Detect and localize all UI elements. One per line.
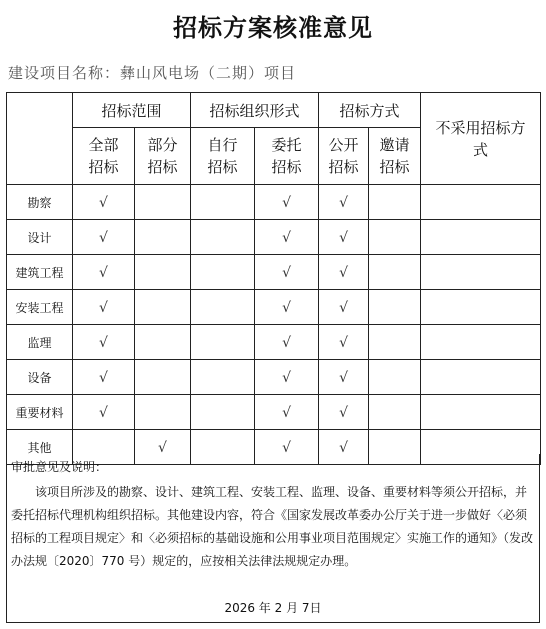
check-cell xyxy=(421,255,541,290)
check-cell xyxy=(255,395,319,430)
check-icon: √ xyxy=(339,370,348,386)
check-icon: √ xyxy=(339,195,348,211)
check-cell xyxy=(73,185,135,220)
check-cell xyxy=(135,185,191,220)
check-cell xyxy=(255,290,319,325)
check-icon: √ xyxy=(339,405,348,421)
check-icon: √ xyxy=(282,195,291,211)
check-icon: √ xyxy=(99,335,108,351)
check-cell xyxy=(191,395,255,430)
check-cell xyxy=(73,220,135,255)
row-label: 重要材料 xyxy=(7,395,73,430)
check-icon: √ xyxy=(99,265,108,281)
header-scope: 招标范围 xyxy=(73,93,191,128)
check-icon: √ xyxy=(99,405,108,421)
row-label: 设计 xyxy=(7,220,73,255)
check-cell xyxy=(421,360,541,395)
table-row xyxy=(7,325,541,360)
project-name: 建设项目名称：彝山风电场（二期）项目 xyxy=(8,64,297,82)
check-cell xyxy=(191,255,255,290)
check-cell xyxy=(319,255,369,290)
check-cell xyxy=(135,255,191,290)
check-cell xyxy=(369,255,421,290)
check-icon: √ xyxy=(282,230,291,246)
check-cell xyxy=(319,220,369,255)
table-body xyxy=(7,185,541,465)
header-method-open: 公开 招标 xyxy=(319,128,369,185)
header-scope-all: 全部 招标 xyxy=(73,128,135,185)
table-row xyxy=(7,360,541,395)
header-none xyxy=(421,93,541,185)
check-cell xyxy=(369,220,421,255)
check-cell xyxy=(255,325,319,360)
check-cell xyxy=(135,290,191,325)
check-cell xyxy=(135,325,191,360)
header-org-self: 自行 招标 xyxy=(191,128,255,185)
check-cell xyxy=(73,325,135,360)
check-cell xyxy=(73,255,135,290)
notes-body: 该项目所涉及的勘察、设计、建筑工程、安装工程、监理、设备、重要材料等须公开招标，并委托招标代理机构组织招标。其他建设内容，符合《国家发展改革委办公厅关于进一步做好〈必须招标的工程项目规定〉和〈必须招标的基础设施和公用事业项目范围规定〉实施工作的通知》（发改办法规〔2020〕770 号）规定的，应按相关法律法规规定办理。 xyxy=(11,485,534,568)
row-label: 勘察 xyxy=(7,185,73,220)
check-cell xyxy=(369,325,421,360)
check-cell xyxy=(191,325,255,360)
check-cell xyxy=(421,185,541,220)
table-row xyxy=(7,220,541,255)
corner-cell xyxy=(7,93,73,185)
check-icon: √ xyxy=(158,440,167,456)
check-cell xyxy=(421,220,541,255)
check-icon: √ xyxy=(339,440,348,456)
notes-label: 审批意见及说明： xyxy=(11,460,108,474)
table-row xyxy=(7,395,541,430)
check-cell xyxy=(319,185,369,220)
check-cell xyxy=(135,395,191,430)
check-icon: √ xyxy=(282,370,291,386)
check-cell xyxy=(135,360,191,395)
check-cell xyxy=(255,220,319,255)
header-scope-part: 部分 招标 xyxy=(135,128,191,185)
row-label: 监理 xyxy=(7,325,73,360)
check-cell xyxy=(319,395,369,430)
table-row xyxy=(7,185,541,220)
header-org-entrust: 委托 招标 xyxy=(255,128,319,185)
check-cell xyxy=(421,325,541,360)
header-method-invite: 邀请 招标 xyxy=(369,128,421,185)
check-cell xyxy=(255,255,319,290)
row-label: 安装工程 xyxy=(7,290,73,325)
check-cell xyxy=(319,360,369,395)
check-cell xyxy=(191,360,255,395)
check-cell xyxy=(73,360,135,395)
table-row xyxy=(7,290,541,325)
approval-table xyxy=(6,92,541,465)
check-icon: √ xyxy=(99,370,108,386)
notes-box xyxy=(6,454,540,623)
check-cell xyxy=(255,185,319,220)
check-cell xyxy=(369,395,421,430)
check-cell xyxy=(73,290,135,325)
header-method: 招标方式 xyxy=(319,93,421,128)
table-row xyxy=(7,255,541,290)
check-cell xyxy=(369,185,421,220)
check-cell xyxy=(191,220,255,255)
check-icon: √ xyxy=(282,440,291,456)
check-icon: √ xyxy=(282,335,291,351)
row-label: 建筑工程 xyxy=(7,255,73,290)
row-label: 设备 xyxy=(7,360,73,395)
check-icon: √ xyxy=(99,195,108,211)
check-icon: √ xyxy=(339,335,348,351)
check-cell xyxy=(73,395,135,430)
check-cell xyxy=(319,325,369,360)
header-none-label: 不采用招标方式 xyxy=(435,118,526,159)
check-cell xyxy=(319,290,369,325)
notes-date: 2026 年 2 月 7日 xyxy=(224,601,322,615)
check-cell xyxy=(191,290,255,325)
page-title: 招标方案核准意见 xyxy=(173,13,373,42)
check-icon: √ xyxy=(99,300,108,316)
check-icon: √ xyxy=(282,265,291,281)
check-cell xyxy=(135,220,191,255)
check-cell xyxy=(369,290,421,325)
check-icon: √ xyxy=(339,230,348,246)
check-cell xyxy=(191,185,255,220)
header-org: 招标组织形式 xyxy=(191,93,319,128)
check-cell xyxy=(421,395,541,430)
check-icon: √ xyxy=(339,265,348,281)
check-icon: √ xyxy=(282,300,291,316)
check-cell xyxy=(369,360,421,395)
check-icon: √ xyxy=(99,230,108,246)
check-cell xyxy=(255,360,319,395)
check-cell xyxy=(421,290,541,325)
check-icon: √ xyxy=(282,405,291,421)
row-label: 其他 xyxy=(7,430,73,465)
check-icon: √ xyxy=(339,300,348,316)
